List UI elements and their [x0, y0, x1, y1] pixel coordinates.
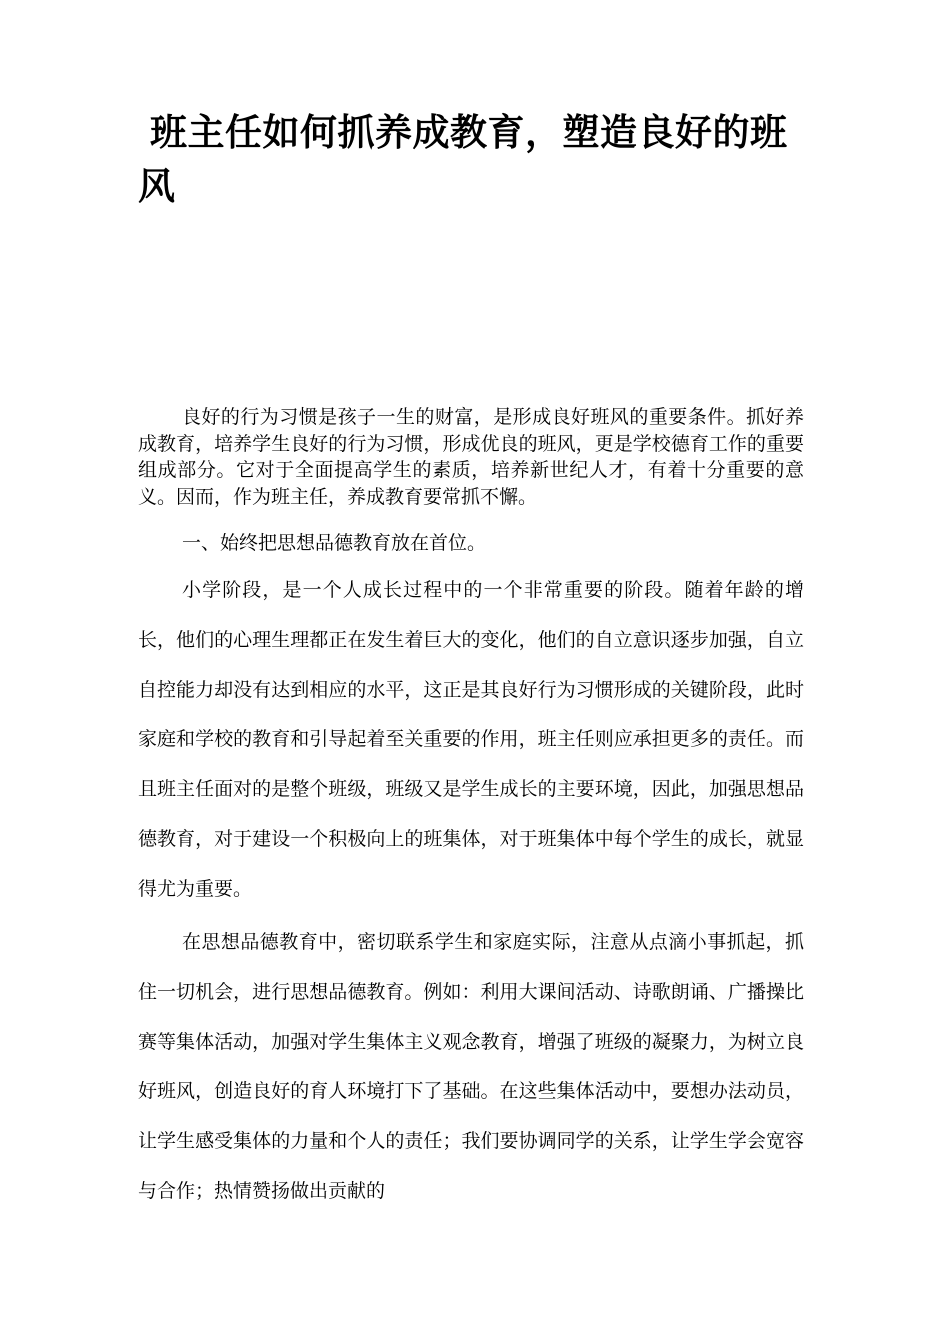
intro-paragraph: 良好的行为习惯是孩子一生的财富，是形成良好班风的重要条件。抓好养成教育，培养学生良好的行为习惯，形成优良的班风，更是学校德育工作的重要组成部分。它对于全面提高学生的素质，培养新世纪人才，有着十分重要的意义。因而，作为班主任，养成教育要常抓不懈。	[138, 406, 804, 508]
document-title: 班主任如何抓养成教育，塑造良好的班风	[138, 111, 788, 208]
section-heading: 一、始终把思想品德教育放在首位。	[182, 532, 487, 554]
body-paragraph: 在思想品德教育中，密切联系学生和家庭实际，注意从点滴小事抓起，抓住一切机会，进行思想品德教育。例如：利用大课间活动、诗歌朗诵、广播操比赛等集体活动，加强对学生集体主义观念教育，增强了班级的凝聚力，为树立良好班风，创造良好的育人环境打下了基础。在这些集体活动中，要想办法动员，让学生感受集体的力量和个人的责任；我们要协调同学的关系，让学生学会宽容与合作；热情赞扬做出贡献的	[138, 931, 804, 1202]
body-paragraph: 小学阶段，是一个人成长过程中的一个非常重要的阶段。随着年龄的增长，他们的心理生理都正在发生着巨大的变化，他们的自立意识逐步加强，自立自控能力却没有达到相应的水平，这正是其良好行为习惯形成的关键阶段，此时家庭和学校的教育和引导起着至关重要的作用，班主任则应承担更多的责任。而且班主任面对的是整个班级，班级又是学生成长的主要环境，因此，加强思想品德教育，对于建设一个积极向上的班集体，对于班集体中每个学生的成长，就显得尤为重要。	[138, 579, 804, 900]
